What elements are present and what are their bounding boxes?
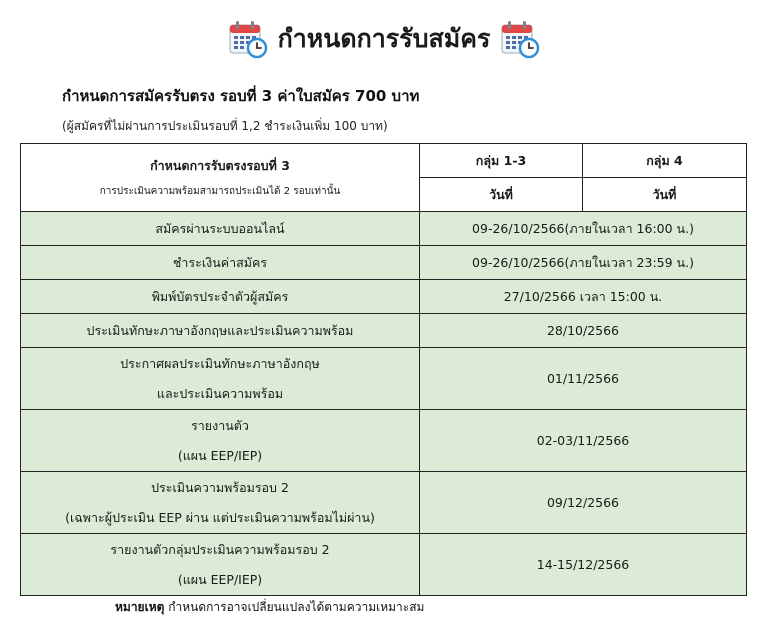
calendar-clock-icon (500, 19, 540, 59)
activity-line: (เฉพาะผู้ประเมิน EEP ผ่าน แต่ประเมินความพร้อมไม่ผ่าน) (65, 509, 375, 525)
date-cell: 27/10/2566 เวลา 15:00 น. (420, 280, 747, 314)
activity-cell (21, 472, 420, 534)
header-title-cell (21, 144, 420, 212)
fee-note: (ผู้สมัครที่ไม่ผ่านการประเมินรอบที่ 1,2 ชำระเงินเพิ่ม 100 บาท) (62, 119, 388, 133)
title-bar (0, 14, 768, 64)
header-date-2: วันที่ (583, 178, 747, 212)
activity-line: ประกาศผลประเมินทักษะภาษาอังกฤษ (120, 355, 320, 371)
footnote-text: กำหนดการอาจเปลี่ยนแปลงได้ตามความเหมาะสม (168, 600, 425, 614)
activity-line: (แผน EEP/IEP) (177, 447, 263, 463)
date-cell: 09-26/10/2566(ภายในเวลา 23:59 น.) (420, 246, 747, 280)
calendar-clock-icon (228, 19, 268, 59)
activity-line: รายงานตัวกลุ่มประเมินความพร้อมรอบ 2 (110, 541, 330, 557)
activity-line: ประเมินความพร้อมรอบ 2 (151, 479, 289, 495)
date-cell: 09-26/10/2566(ภายในเวลา 16:00 น.) (420, 212, 747, 246)
activity-cell: ชำระเงินค่าสมัคร (21, 246, 420, 280)
header-title: กำหนดการรับตรงรอบที่ 3 (150, 158, 290, 173)
header-group-4: กลุ่ม 4 (583, 144, 747, 178)
activity-cell (21, 348, 420, 410)
table-row (21, 534, 747, 596)
footnote (115, 598, 424, 617)
table-row (21, 280, 747, 314)
schedule-table (20, 143, 747, 596)
header-date-1: วันที่ (420, 178, 583, 212)
table-row (21, 212, 747, 246)
table-row (21, 472, 747, 534)
date-cell: 14-15/12/2566 (420, 534, 747, 596)
table-row (21, 348, 747, 410)
table-header-row (21, 144, 747, 178)
activity-cell: พิมพ์บัตรประจำตัวผู้สมัคร (21, 280, 420, 314)
footnote-label: หมายเหตุ (115, 600, 165, 614)
activity-line: รายงานตัว (191, 417, 249, 433)
headline: กำหนดการสมัครรับตรง รอบที่ 3 ค่าใบสมัคร 700 บาท (62, 87, 420, 105)
activity-cell: สมัครผ่านระบบออนไลน์ (21, 212, 420, 246)
date-cell: 28/10/2566 (420, 314, 747, 348)
activity-cell (21, 410, 420, 472)
activity-line: และประเมินความพร้อม (156, 385, 284, 401)
table-row (21, 314, 747, 348)
header-group-1: กลุ่ม 1-3 (420, 144, 583, 178)
date-cell: 01/11/2566 (420, 348, 747, 410)
activity-line: (แผน EEP/IEP) (177, 571, 263, 587)
header-subtitle: การประเมินความพร้อมสามารถประเมินได้ 2 รอบเท่านั้น (99, 186, 341, 197)
table-row (21, 246, 747, 280)
date-cell: 02-03/11/2566 (420, 410, 747, 472)
table-row (21, 410, 747, 472)
activity-cell: ประเมินทักษะภาษาอังกฤษและประเมินความพร้อม (21, 314, 420, 348)
date-cell: 09/12/2566 (420, 472, 747, 534)
page-title: กำหนดการรับสมัคร (277, 24, 491, 53)
activity-cell (21, 534, 420, 596)
